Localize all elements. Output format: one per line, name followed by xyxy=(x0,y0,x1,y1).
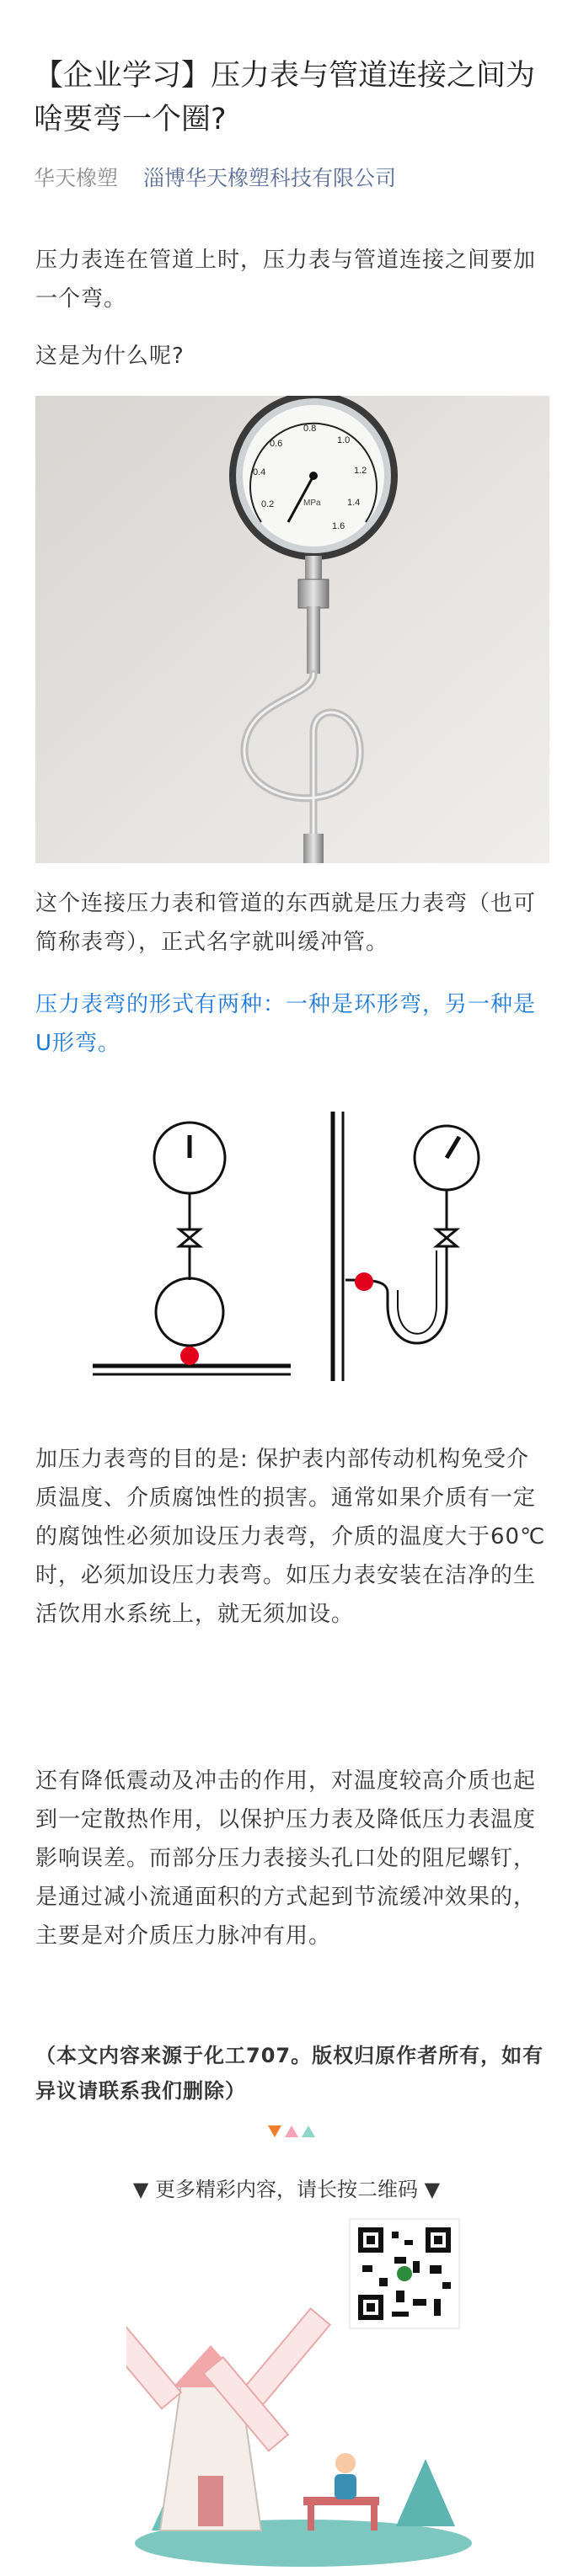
paragraph-intro: 压力表连在管道上时，压力表与管道连接之间要加一个弯。 xyxy=(35,248,537,312)
gauge-photo xyxy=(35,396,549,863)
gauge-tick-label: 1.4 xyxy=(347,498,361,508)
gauge-tick-label: 1.2 xyxy=(354,466,367,476)
paragraph-name: 这个连接压力表和管道的东西就是压力表弯（也可简称表弯），正式名字就叫缓冲管。 xyxy=(35,891,537,955)
qr-note: ▼ 更多精彩内容，请长按二维码 ▼ xyxy=(132,2178,441,2201)
paragraph-question: 这是为什么呢? xyxy=(35,344,185,369)
footer-illustration xyxy=(126,2206,480,2568)
article-meta xyxy=(34,162,396,192)
gauge-tick-label: 0.2 xyxy=(261,499,275,509)
gauge-tick-label: 1.6 xyxy=(332,521,345,531)
paragraph-purpose: 加压力表弯的目的是: 保护表内部传动机构免受介质温度、介质腐蚀性的损害。通常如果介质有一定的腐蚀性必须加设压力表弯，介质的温度大于60℃时，必须加设压力表弯。如压力表安装在洁净的生活饮用水系统上，就无须加设。 xyxy=(35,1447,546,1627)
account-link[interactable]: 淄博华天橡塑科技有限公司 xyxy=(142,166,396,190)
decorative-arrows xyxy=(266,2122,317,2142)
siphon-types-diagram xyxy=(93,1103,489,1406)
article-title: 【企业学习】压力表与管道连接之间为啥要弯一个圈? xyxy=(34,59,536,136)
gauge-tick-label: 0.6 xyxy=(270,439,283,449)
gauge-tick-label: 0.4 xyxy=(253,467,266,477)
paragraph-source: （本文内容来源于化工707。版权归原作者所有，如有异议请联系我们删除） xyxy=(35,2044,544,2103)
gauge-tick-label: 1.0 xyxy=(337,435,351,445)
gauge-unit: MPa xyxy=(303,499,321,508)
paragraph-types: 压力表弯的形式有两种：一种是环形弯，另一种是U形弯。 xyxy=(35,992,537,1056)
gauge-tick-label: 0.8 xyxy=(303,424,317,434)
paragraph-function: 还有降低震动及冲击的作用，对温度较高介质也起到一定散热作用，以保护压力表及降低压力表温度影响误差。而部分压力表接头孔口处的阻尼螺钉，是通过减小流通面积的方式起到节流缓冲效果的，主要是对介质压力脉冲有用。 xyxy=(35,1768,537,1949)
author-name: 华天橡塑 xyxy=(34,166,119,190)
qr-code-image[interactable] xyxy=(350,2219,459,2328)
